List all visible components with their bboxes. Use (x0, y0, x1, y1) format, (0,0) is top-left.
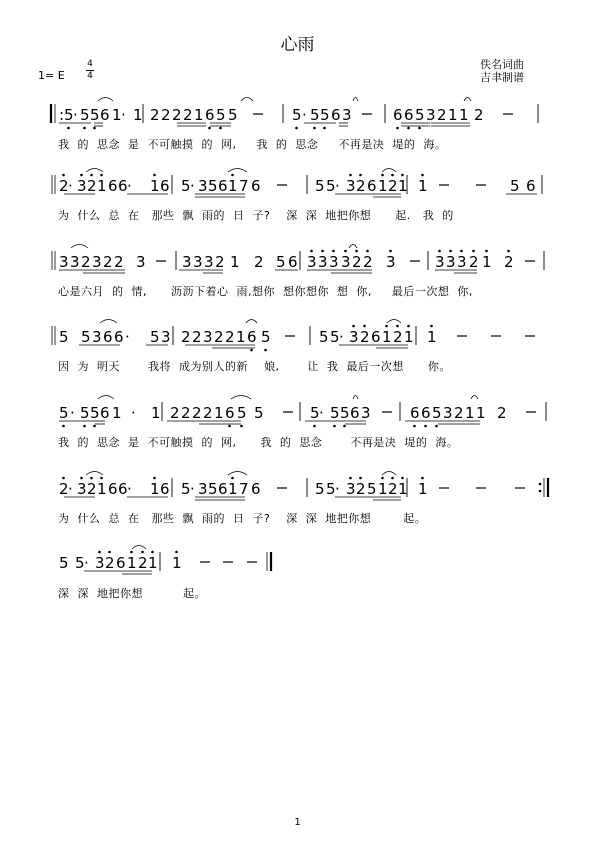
note-digit: 6 (218, 480, 228, 498)
low-octave-dot (250, 349, 253, 352)
low-octave-dot (67, 127, 70, 130)
note-digit: 1 (133, 106, 143, 124)
high-octave-dot (407, 325, 410, 328)
augmentation-dot: · (190, 480, 195, 498)
note-digit: 3 (342, 106, 352, 124)
high-octave-dot (151, 551, 154, 554)
high-octave-dot (385, 325, 388, 328)
note-digit: 2 (87, 480, 97, 498)
repeat-dots: : (59, 106, 65, 124)
note-digit: 1 (127, 554, 137, 572)
high-octave-dot (332, 250, 335, 253)
note-digit: 5 (315, 177, 325, 195)
augmentation-dot: · (131, 404, 136, 422)
note-digit: 3 (386, 253, 396, 271)
slur-arc (86, 169, 103, 173)
high-octave-dot (391, 174, 394, 177)
high-octave-dot (389, 250, 392, 253)
slur-arc (464, 98, 471, 102)
note-digit: 2 (203, 404, 213, 422)
note-digit: 1 (150, 177, 160, 195)
note-digit: 3 (341, 253, 351, 271)
note-digit: 1 (398, 177, 408, 195)
note-digit: 1 (378, 177, 388, 195)
low-octave-dot (343, 425, 346, 428)
note-digit: 1 (194, 106, 204, 124)
lyric-line-7: 深 深 地把你想 起。 (58, 587, 206, 600)
augmentation-dot: · (335, 177, 340, 195)
high-octave-dot (310, 250, 313, 253)
note-digit: 5 (310, 106, 320, 124)
note-digit: 2 (225, 328, 235, 346)
note-digit: 5 (276, 253, 286, 271)
note-digit: 6 (225, 404, 235, 422)
high-octave-dot (90, 174, 93, 177)
note-digit: 6 (100, 106, 110, 124)
high-octave-dot (401, 174, 404, 177)
note-digit: 3 (446, 253, 456, 271)
note-digit: 2 (87, 177, 97, 195)
augmentation-dot: · (190, 177, 195, 195)
note-digit: 3 (198, 480, 208, 498)
high-octave-dot (359, 174, 362, 177)
note-digit: 3 (193, 253, 203, 271)
note-digit: 2 (497, 404, 507, 422)
low-octave-dot (240, 425, 243, 428)
note-digit: 5 (254, 404, 264, 422)
lyric-line-6: 为 什么 总 在 那些 飘 雨的 日 子? 深 深 地把你想 起。 (58, 512, 427, 525)
note-digit: 2 (388, 480, 398, 498)
note-digit: 5 (330, 404, 340, 422)
note-digit: 1 (112, 106, 122, 124)
note-digit: 5 (75, 554, 85, 572)
note-digit: 5 (208, 480, 218, 498)
high-octave-dot (381, 477, 384, 480)
high-octave-dot (153, 174, 156, 177)
high-octave-dot (175, 551, 178, 554)
note-digit: 6 (371, 328, 381, 346)
lyricist-composer-credit: 佚名词曲 (480, 58, 524, 71)
lyric-line-4: 因 为 明天 我将 成为别人的新 娘, 让 我 最后一次想 你。 (58, 360, 451, 373)
high-octave-dot (421, 477, 424, 480)
augmentation-dot: · (70, 404, 75, 422)
note-digit: 5 (181, 177, 191, 195)
high-octave-dot (321, 250, 324, 253)
note-digit: 6 (404, 106, 414, 124)
high-octave-dot (344, 250, 347, 253)
slur-arc (231, 396, 251, 400)
note-digit: 3 (443, 404, 453, 422)
note-digit: 5 (340, 404, 350, 422)
augmentation-dot: · (73, 106, 78, 124)
slur-arc (98, 98, 113, 102)
low-octave-dot (295, 127, 298, 130)
high-octave-dot (430, 325, 433, 328)
high-octave-dot (62, 174, 65, 177)
note-digit: 1 (378, 480, 388, 498)
slur-arc (471, 396, 478, 400)
transcriber-credit: 吉聿制谱 (480, 71, 524, 84)
note-digit: 6 (160, 177, 170, 195)
note-digit: 6 (350, 404, 360, 422)
note-digit: 6 (108, 177, 118, 195)
note-digit: 2 (393, 328, 403, 346)
note-digit: 5 (80, 404, 90, 422)
note-digit: 5 (510, 177, 520, 195)
note-digit: 3 (318, 253, 328, 271)
high-octave-dot (80, 477, 83, 480)
note-digit: 1 (112, 404, 122, 422)
high-octave-dot (349, 174, 352, 177)
slur-arc (98, 396, 114, 400)
note-digit: 2 (437, 106, 447, 124)
note-digit: 7 (239, 480, 249, 498)
low-octave-dot (228, 425, 231, 428)
augmentation-dot: · (121, 106, 126, 124)
note-digit: 5 (59, 404, 69, 422)
low-octave-dot (418, 127, 421, 130)
note-digit: 6 (410, 404, 420, 422)
note-digit: 3 (435, 253, 445, 271)
note-digit: 5 (320, 106, 330, 124)
high-octave-dot (359, 477, 362, 480)
lyric-line-1: 我 的 思念 是 不可触摸 的 网, 我 的 思念 不再是决 堤的 海。 (58, 138, 447, 151)
note-digit: 1 (382, 328, 392, 346)
slur-arc (86, 472, 103, 476)
low-octave-dot (83, 127, 86, 130)
note-digit: 5 (208, 177, 218, 195)
note-digit: 1 (228, 177, 238, 195)
note-digit: 6 (251, 177, 261, 195)
note-digit: 3 (349, 328, 359, 346)
high-octave-dot (366, 250, 369, 253)
note-digit: 5 (81, 328, 91, 346)
note-digit: 5 (59, 554, 69, 572)
note-digit: 3 (182, 253, 192, 271)
note-digit: 5 (326, 480, 336, 498)
low-octave-dot (264, 349, 267, 352)
note-digit: 3 (346, 177, 356, 195)
note-digit: 5 (80, 106, 90, 124)
augmentation-dot: · (302, 106, 307, 124)
low-octave-dot (93, 127, 96, 130)
note-digit: 5 (59, 328, 69, 346)
lyric-line-3: 心是六月 的 情, 沥沥下着心 雨,想你 想你想你 想 你, 最后一次想 你, (58, 285, 473, 298)
note-digit: 2 (356, 177, 366, 195)
note-digit: 6 (205, 106, 215, 124)
low-octave-dot (62, 425, 65, 428)
note-digit: 3 (203, 328, 213, 346)
key-signature: 1= E (38, 69, 65, 82)
augmentation-dot: · (319, 404, 324, 422)
augmentation-dot: · (125, 328, 130, 346)
note-digit: 1 (459, 106, 469, 124)
note-digit: 2 (214, 328, 224, 346)
note-digit: 5 (216, 106, 226, 124)
high-octave-dot (381, 174, 384, 177)
low-octave-dot (208, 127, 211, 130)
note-digit: 3 (198, 177, 208, 195)
slur-arc (353, 396, 358, 400)
high-octave-dot (449, 250, 452, 253)
note-digit: 6 (247, 328, 257, 346)
note-digit: 3 (204, 253, 214, 271)
note-digit: 5 (330, 328, 340, 346)
time-signature-bottom: 4 (87, 71, 93, 81)
note-digit: 5 (90, 404, 100, 422)
note-digit: 1 (97, 177, 107, 195)
note-digit: 2 (181, 328, 191, 346)
high-octave-dot (460, 250, 463, 253)
high-octave-dot (391, 477, 394, 480)
note-digit: 2 (59, 177, 69, 195)
note-digit: 2 (352, 253, 362, 271)
high-octave-dot (80, 174, 83, 177)
note-digit: 2 (454, 404, 464, 422)
slur-arc (382, 472, 396, 476)
high-octave-dot (108, 551, 111, 554)
slur-arc (100, 320, 117, 324)
high-octave-dot (485, 250, 488, 253)
note-digit: 3 (136, 253, 146, 271)
note-digit: 2 (504, 253, 514, 271)
high-octave-dot (153, 477, 156, 480)
note-digit: 6 (103, 328, 113, 346)
note-digit: 2 (170, 404, 180, 422)
note-digit: 6 (116, 554, 126, 572)
note-digit: 1 (427, 328, 437, 346)
high-octave-dot (352, 325, 355, 328)
note-digit: 6 (114, 328, 124, 346)
note-digit: 3 (77, 480, 87, 498)
slur-arc (349, 245, 357, 249)
high-octave-dot (231, 477, 234, 480)
time-signature-top: 4 (87, 59, 93, 69)
note-digit: 5 (90, 106, 100, 124)
low-octave-dot (435, 425, 438, 428)
note-digit: 1 (465, 404, 475, 422)
low-octave-dot (219, 127, 222, 130)
lyric-line-2: 为 什么 总 在 那些 飘 雨的 日 子? 深 深 地把你想 起. 我 的 (58, 209, 454, 222)
note-digit: 6 (251, 480, 261, 498)
high-octave-dot (401, 477, 404, 480)
low-octave-dot (313, 425, 316, 428)
high-octave-dot (421, 174, 424, 177)
slur-arc (228, 472, 247, 476)
low-octave-dot (396, 127, 399, 130)
note-digit: 1 (97, 480, 107, 498)
low-octave-dot (323, 127, 326, 130)
page-number: 1 (294, 817, 301, 828)
note-digit: 7 (239, 177, 249, 195)
note-digit: 5 (150, 328, 160, 346)
note-digit: 2 (215, 253, 225, 271)
note-digit: 2 (105, 554, 115, 572)
low-octave-dot (93, 425, 96, 428)
slur-arc (132, 546, 146, 550)
augmentation-dot: · (127, 177, 132, 195)
note-digit: 3 (161, 328, 171, 346)
note-digit: 2 (161, 106, 171, 124)
augmentation-dot: · (68, 177, 73, 195)
note-digit: 5 (310, 404, 320, 422)
note-digit: 2 (363, 253, 373, 271)
high-octave-dot (507, 250, 510, 253)
high-octave-dot (472, 250, 475, 253)
note-digit: 2 (81, 253, 91, 271)
note-digit: 5 (415, 106, 425, 124)
high-octave-dot (98, 551, 101, 554)
note-digit: 3 (92, 328, 102, 346)
slur-arc (382, 169, 396, 173)
note-digit: 2 (474, 106, 484, 124)
low-octave-dot (413, 425, 416, 428)
note-digit: 1 (148, 554, 158, 572)
note-digit: 3 (329, 253, 339, 271)
low-octave-dot (407, 127, 410, 130)
note-digit: 2 (254, 253, 264, 271)
note-digit: 6 (421, 404, 431, 422)
slur-arc (246, 320, 257, 324)
note-digit: 6 (331, 106, 341, 124)
high-octave-dot (130, 551, 133, 554)
note-digit: 3 (59, 253, 69, 271)
note-digit: 2 (192, 328, 202, 346)
note-digit: 2 (181, 404, 191, 422)
high-octave-dot (100, 477, 103, 480)
note-digit: 5 (237, 404, 247, 422)
note-digit: 5 (228, 106, 238, 124)
high-octave-dot (62, 477, 65, 480)
note-digit: 2 (138, 554, 148, 572)
note-digit: 3 (77, 177, 87, 195)
low-octave-dot (333, 425, 336, 428)
note-digit: 6 (218, 177, 228, 195)
high-octave-dot (349, 477, 352, 480)
note-digit: 3 (95, 554, 105, 572)
note-digit: 3 (346, 480, 356, 498)
augmentation-dot: · (127, 480, 132, 498)
high-octave-dot (355, 250, 358, 253)
note-digit: 2 (469, 253, 479, 271)
high-octave-dot (438, 250, 441, 253)
note-digit: 6 (526, 177, 536, 195)
note-digit: 6 (108, 480, 118, 498)
note-digit: 2 (103, 253, 113, 271)
note-digit: 2 (183, 106, 193, 124)
repeat-dot-lower (539, 490, 542, 493)
note-digit: 1 (230, 253, 240, 271)
note-digit: 3 (426, 106, 436, 124)
slur-arc (71, 245, 88, 249)
note-digit: 1 (236, 328, 246, 346)
note-digit: 1 (214, 404, 224, 422)
note-digit: 1 (151, 404, 161, 422)
note-digit: 5 (315, 480, 325, 498)
note-digit: 2 (388, 177, 398, 195)
note-digit: 2 (172, 106, 182, 124)
note-digit: 1 (418, 480, 428, 498)
note-digit: 1 (404, 328, 414, 346)
note-digit: 1 (228, 480, 238, 498)
note-digit: 1 (398, 480, 408, 498)
note-digit: 5 (432, 404, 442, 422)
song-title: 心雨 (280, 35, 315, 55)
note-digit: 2 (114, 253, 124, 271)
slur-arc (228, 169, 247, 173)
augmentation-dot: · (335, 480, 340, 498)
note-digit: 2 (356, 480, 366, 498)
high-octave-dot (141, 551, 144, 554)
note-digit: 2 (360, 328, 370, 346)
note-digit: 1 (476, 404, 486, 422)
note-digit: 5 (292, 106, 302, 124)
high-octave-dot (396, 325, 399, 328)
note-digit: 6 (393, 106, 403, 124)
slur-arc (241, 98, 253, 102)
augmentation-dot: · (339, 328, 344, 346)
note-digit: 1 (482, 253, 492, 271)
note-digit: 6 (118, 177, 128, 195)
note-digit: 3 (70, 253, 80, 271)
note-digit: 3 (307, 253, 317, 271)
repeat-dot-upper (539, 483, 542, 486)
low-octave-dot (313, 127, 316, 130)
note-digit: 5 (181, 480, 191, 498)
slur-arc (353, 98, 358, 102)
note-digit: 6 (118, 480, 128, 498)
note-digit: 5 (367, 480, 377, 498)
note-digit: 5 (261, 328, 271, 346)
augmentation-dot: · (84, 554, 89, 572)
note-digit: 1 (172, 554, 182, 572)
lyric-line-5: 我 的 思念 是 不可触摸 的 网, 我 的 思念 不再是决 堤的 海。 (58, 436, 459, 449)
note-digit: 5 (326, 177, 336, 195)
note-digit: 5 (319, 328, 329, 346)
low-octave-dot (83, 425, 86, 428)
note-digit: 5 (64, 106, 74, 124)
note-digit: 2 (192, 404, 202, 422)
high-octave-dot (363, 325, 366, 328)
note-digit: 1 (448, 106, 458, 124)
note-digit: 2 (150, 106, 160, 124)
note-digit: 6 (160, 480, 170, 498)
high-octave-dot (100, 174, 103, 177)
note-digit: 3 (457, 253, 467, 271)
note-digit: 1 (150, 480, 160, 498)
note-digit: 2 (59, 480, 69, 498)
high-octave-dot (90, 477, 93, 480)
low-octave-dot (424, 425, 427, 428)
note-digit: 3 (361, 404, 371, 422)
augmentation-dot: · (68, 480, 73, 498)
note-digit: 6 (100, 404, 110, 422)
note-digit: 6 (288, 253, 298, 271)
note-digit: 3 (92, 253, 102, 271)
slur-arc (387, 320, 401, 324)
high-octave-dot (231, 174, 234, 177)
note-digit: 1 (418, 177, 428, 195)
note-digit: 6 (367, 177, 377, 195)
